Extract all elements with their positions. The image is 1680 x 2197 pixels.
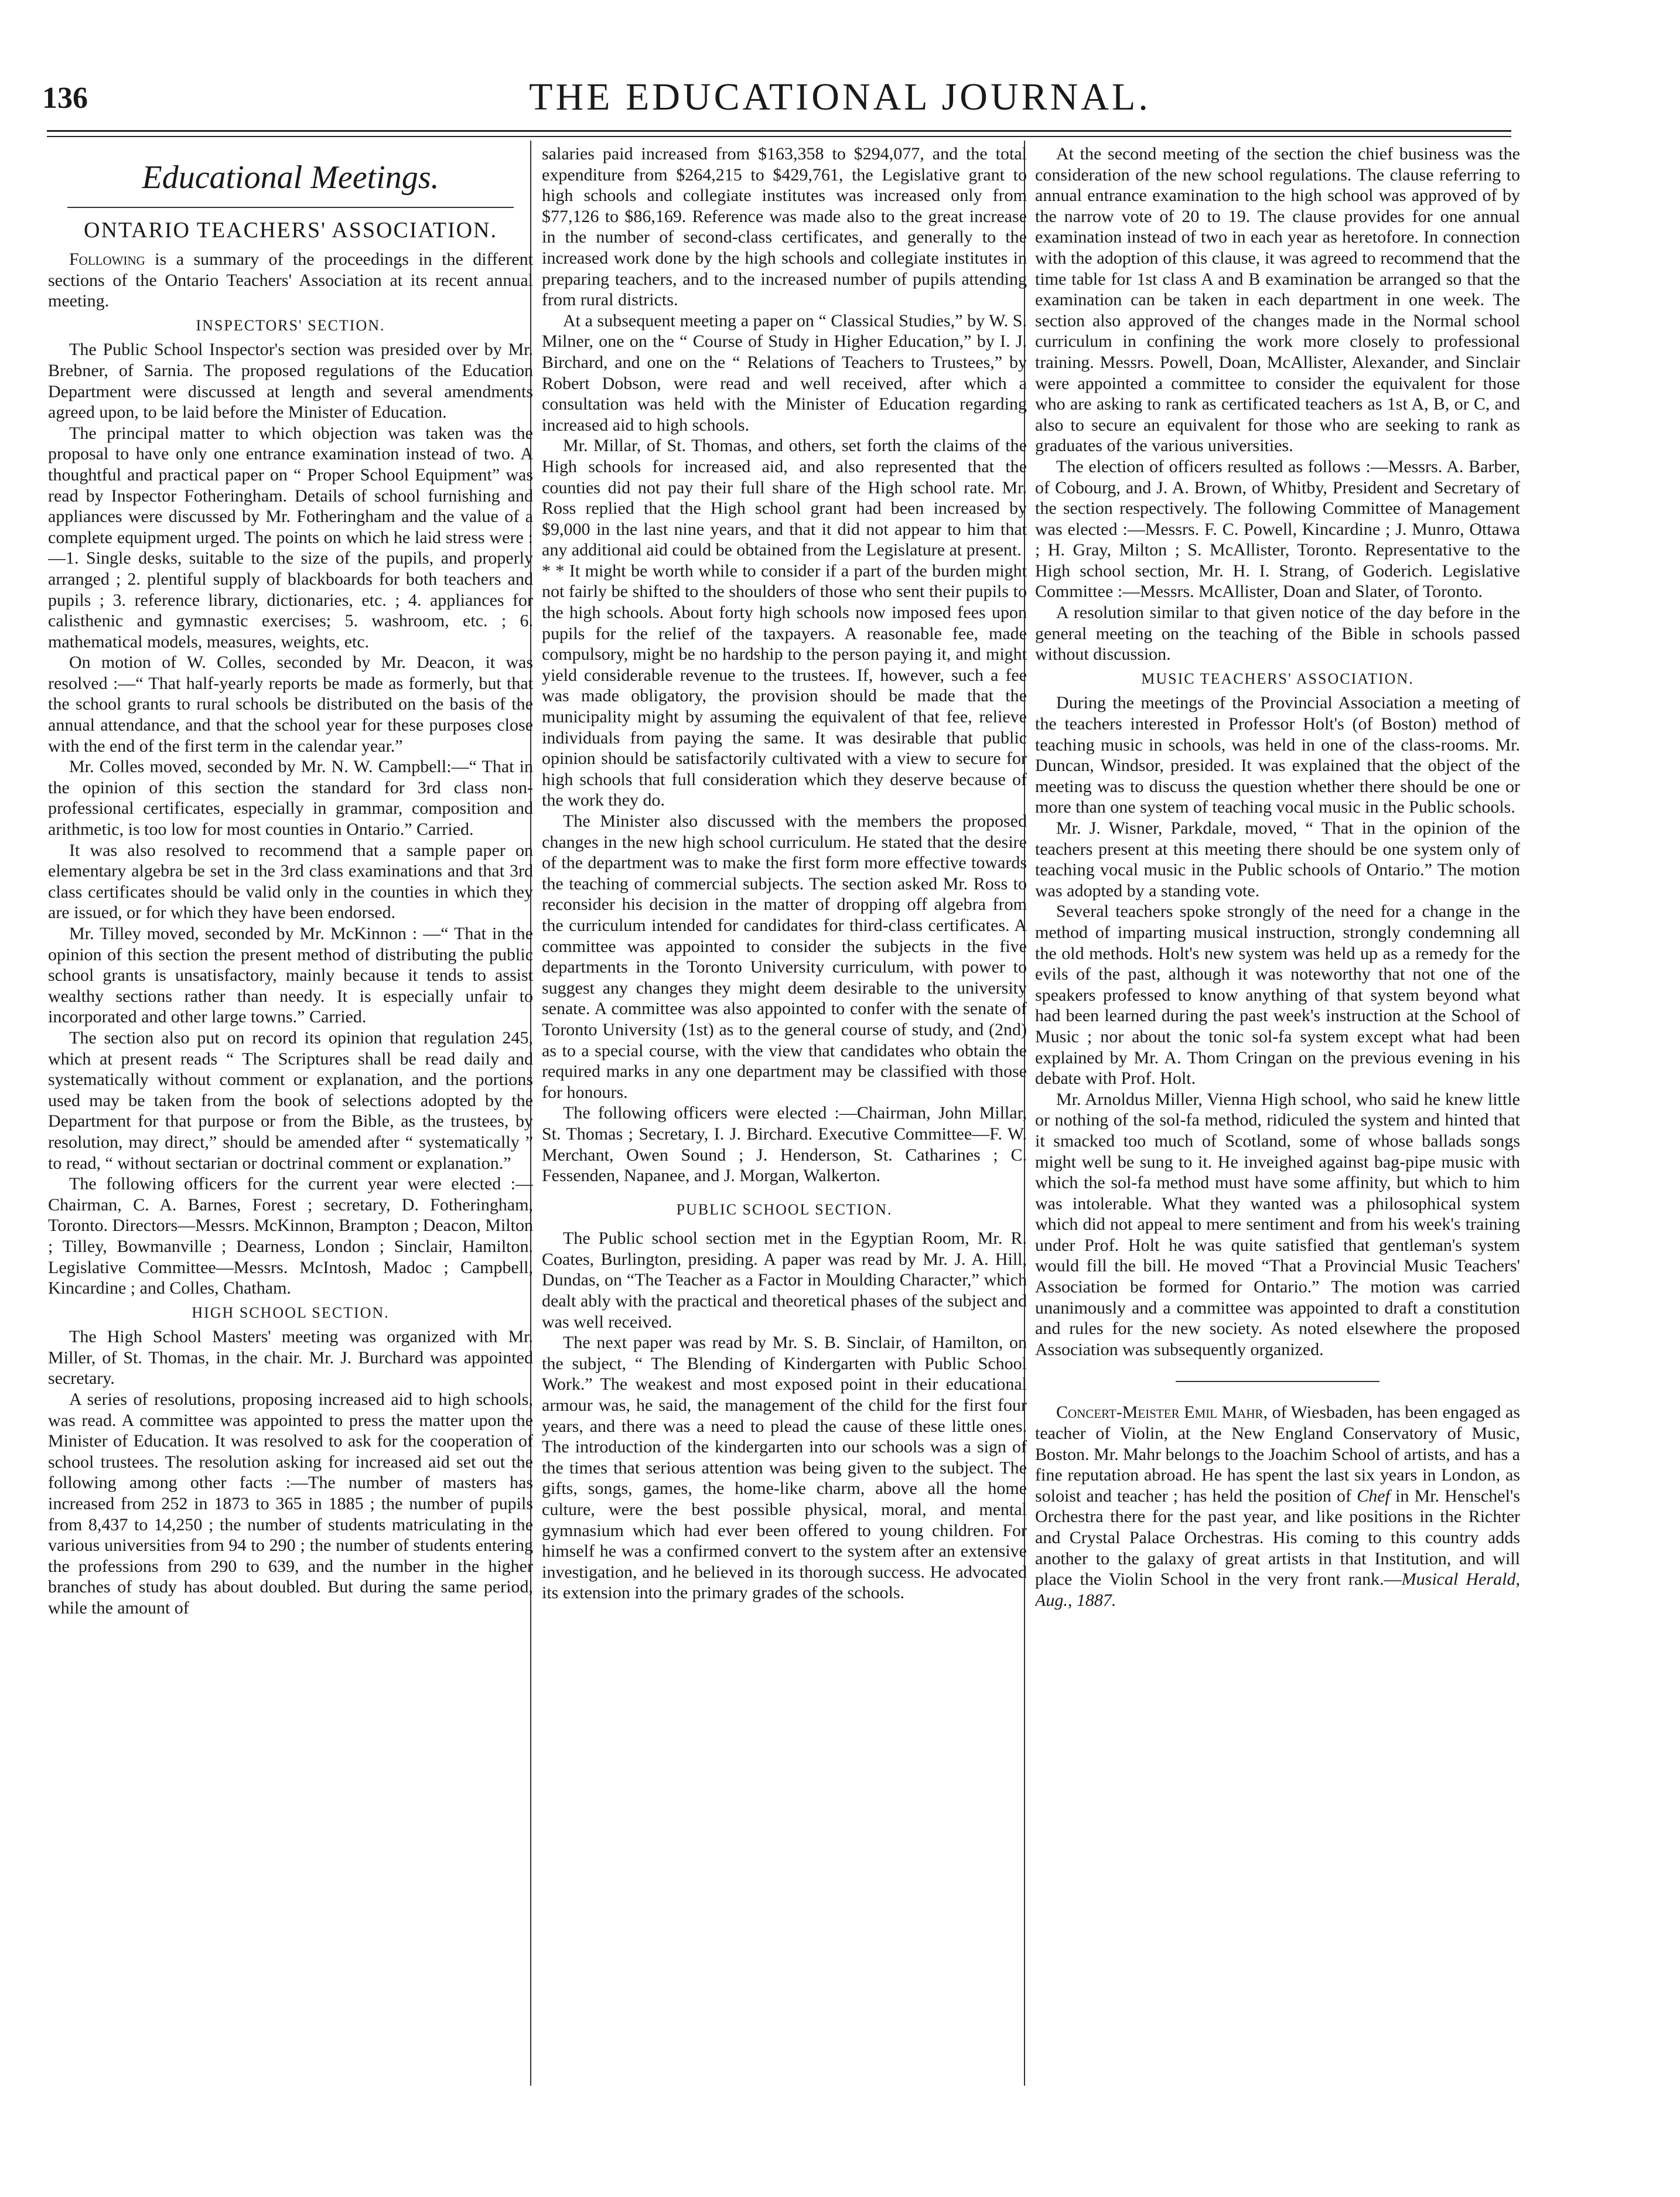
- paragraph: The following officers for the current year were elected :—Chairman, C. A. Barnes, Forest ; secretary, D. Fotheringham, Toronto. Directors—Messrs. McKinnon, Brampton ; Deacon, Milton ; Tilley, Bowmanville ; Dearness, London ; Sinclair, Hamilton. Legislative Committee—Messrs. McIntosh, Madoc ; Campbell, Kincardine ; and Colles, Chatham.: [48, 1174, 533, 1298]
- paragraph: Several teachers spoke strongly of the need for a change in the method of imparting musical instruction, strongly condemning all the old methods. Holt's new system was held up as a remedy for the evils of the past, although it was noteworthy that not one of the speakers professed to know anything of that system beyond what had been learned during the past week's instruction at the School of Music ; nor about the tonic sol-fa system except what had been explained by Mr. A. Thom Cringan on the previous evening in his debate with Prof. Holt.: [1035, 902, 1520, 1089]
- paragraph: Mr. Colles moved, seconded by Mr. N. W. Campbell:—“ That in the opinion of this section the standard for 3rd class non-professional certificates, especially in grammar, composition and arithmetic, is too low for most counties in Ontario.” Carried.: [48, 757, 533, 840]
- subhead-public-school: PUBLIC SCHOOL SECTION.: [676, 1200, 893, 1218]
- paragraph: The next paper was read by Mr. S. B. Sinclair, of Hamilton, on the subject, “ The Blending of Kindergarten with Public School Work.” The weakest and most exposed point in their educational armour was, he said, the management of the child for the first four years, and there was a need to plead the cause of these little ones. The introduction of the kindergarten into our schools was a sign of the times that serious attention was being given to the subject. The gifts, songs, games, the home-like charm, above all the home culture, were the best possible physical, moral, and mental gymnasium which had ever been offered to young children. For himself he was a confirmed convert to the system after an extensive investigation, and he believed in its thorough success. He advocated its extension into the primary grades of the schools.: [542, 1333, 1027, 1603]
- notice-paragraph: [1035, 1402, 1520, 1611]
- paragraph: A resolution similar to that given notice of the day before in the general meeting on the teaching of the Bible in schools passed without discussion.: [1035, 603, 1520, 664]
- paragraph: Mr. Arnoldus Miller, Vienna High school, who said he knew little or nothing of the sol-fa method, ridiculed the system and hinted that it smacked too much of Scotland, some of whose ballads songs might well be sung to it. He inveighed against bag-pipe music with which the sol-fa method must have some affinity, but which to him was intolerable. What they wanted was a philosophical system which did not appeal to mere sentiment and from his week's training under Prof. Holt he was quite satisfied that gentleman's system would fill the bill. He moved “That a Provincial Music Teachers' Association be formed for Ontario.” The motion was carried unanimously and a committee was appointed to draft a constitution and rules for the new society. As noted elsewhere the proposed Association was subsequently organized.: [1035, 1089, 1520, 1359]
- intro-paragraph: [48, 249, 533, 312]
- paragraph: The Public School Inspector's section was presided over by Mr. Brebner, of Sarnia. The proposed regulations of the Education Department were discussed at length and several amendments agreed upon, to be laid before the Minister of Education.: [48, 340, 533, 422]
- section-title: Educational Meetings.: [142, 159, 439, 196]
- title-rule: [67, 207, 514, 208]
- subhead-music: MUSIC TEACHERS' ASSOCIATION.: [1141, 670, 1414, 687]
- paragraph: The High School Masters' meeting was organized with Mr. Miller, of St. Thomas, in the chair. Mr. J. Burchard was appointed secretary.: [48, 1327, 533, 1389]
- paragraph: The section also put on record its opinion that regulation 245, which at present reads “ The Scriptures shall be read daily and systematically without comment or explanation, and the portions used may be taken from the book of selections adopted by the Department for that purpose or from the Bible, as the trustees, by resolution, may direct,” should be amended after “ systematically ” to read, “ without sectarian or doctrinal comment or explanation.”: [48, 1028, 533, 1173]
- paragraph: A series of resolutions, proposing increased aid to high schools, was read. A committee was appointed to press the matter upon the Minister of Education. It was resolved to ask for the cooperation of school trustees. The resolution asking for increased aid set out the following among other facts :—The number of masters has increased from 252 in 1873 to 365 in 1885 ; the number of pupils from 8,437 to 14,250 ; the number of students matriculating in the various universities from 94 to 290 ; the number of students entering the professions from 290 to 639, and the number in the higher branches of study has about doubled. But during the same period, while the amount of: [48, 1390, 533, 1618]
- separator-rule: [1176, 1381, 1379, 1382]
- subhead-high-school: HIGH SCHOOL SECTION.: [192, 1304, 390, 1321]
- paragraph: The following officers were elected :—Chairman, John Millar, St. Thomas ; Secretary, I. J. Birchard. Executive Committee—F. W. Merchant, Owen Sound ; J. Henderson, St. Catharines ; C. Fessenden, Napanee, and J. Morgan, Walkerton.: [542, 1103, 1027, 1186]
- paragraph: At the second meeting of the section the chief business was the consideration of the new school regulations. The clause referring to annual entrance examination to the high school was approved of by the narrow vote of 20 to 19. The clause provides for one annual examination instead of two in each year as heretofore. In connection with the adoption of this clause, it was agreed to recommend that the time table for 1st class A and B examination be arranged so that the examination can be taken in each department in one week. The section also approved of the changes made in the Normal school curriculum in confining the work more closely to professional training. Messrs. Powell, Doan, McAllister, Alexander, and Sinclair were appointed a committee to consider the equivalent for those who are asking to rank as certificated teachers as 1st A, B, or C, and also to secure an equivalent for those who are seeking to rank as graduates of the various universities.: [1035, 144, 1520, 456]
- subhead-inspectors: INSPECTORS' SECTION.: [196, 316, 385, 334]
- page-number: 136: [42, 81, 88, 115]
- paragraph: Mr. Tilley moved, seconded by Mr. McKinnon : —“ That in the opinion of this section the present method of distributing the public school grants is unsatisfactory, mainly because it tends to assist wealthy sections rather than needy. It is especially unfair to incorporated and other large towns.” Carried.: [48, 924, 533, 1027]
- intro-text: is a summary of the proceedings in the different sections of the Ontario Teachers' Association at its recent annual meeting.: [48, 250, 533, 311]
- header-double-rule: [47, 130, 1511, 137]
- paragraph: On motion of W. Colles, seconded by Mr. Deacon, it was resolved :—“ That half-yearly reports be made as formerly, but that the school grants to rural schools be distributed on the basis of the annual attendance, and that the school year for these purposes close with the end of the first term in the calendar year.”: [48, 653, 533, 756]
- paragraph: * * It might be worth while to consider if a part of the burden might not fairly be shifted to the shoulders of those who sent their pupils to the high schools. About forty high schools now imposed fees upon pupils for the relief of the taxpayers. A reasonable fee, made compulsory, might be no hardship to the person paying it, and might yield considerable revenue to the trustees. If, however, such a fee was made obligatory, the provision should be made that the municipality might by assuming the equivalent of that fee, relieve individuals from paying the same. It was desirable that public opinion should be satisfactorily cultivated with a view to secure for high schools that full consideration which they deserve because of the work they do.: [542, 561, 1027, 810]
- notice-lead: Concert-Meister Emil Mahr,: [1056, 1403, 1268, 1422]
- paragraph: salaries paid increased from $163,358 to $294,077, and the total expenditure from $264,215 to $429,761, the Legislative grant to high schools and collegiate institutes was increased only from $77,126 to $86,169. Reference was made also to the great increase in the number of second-class certificates, and generally to the increased work done by the high schools and collegiate institutes in preparing teachers, and to the increased number of pupils attending from rural districts.: [542, 144, 1027, 310]
- paragraph: The Minister also discussed with the members the proposed changes in the new high school curriculum. He stated that the desire of the department was to make the first form more effective towards the teaching of commercial subjects. The section asked Mr. Ross to reconsider his decision in the matter of dropping off algebra from the curriculum intended for candidates for third-class certificates. A committee was appointed to consider the subjects in the five departments in the Toronto University curriculum, with power to suggest any changes they might deem desirable to the university senate. A committee was also appointed to confer with the senate of Toronto University (1st) as to the general course of study, and (2nd) as to a special course, with the view that candidates who obtain the required marks in any one department may be classified with those for honours.: [542, 811, 1027, 1102]
- association-title: ONTARIO TEACHERS' ASSOCIATION.: [84, 218, 497, 243]
- column-2: [542, 144, 1027, 2083]
- notice-chef: Chef: [1357, 1486, 1390, 1506]
- notice-text-cont: in Mr. Henschel's Orchestra there for the past year, and like positions in the Richter and Crystal Palace Orchestras. His coming to this country adds another to the galaxy of great artists in that Institution, and will place the Violin School in the very front rank.—: [1035, 1486, 1520, 1589]
- paragraph: The election of officers resulted as follows :—Messrs. A. Barber, of Cobourg, and J. A. Brown, of Whitby, President and Secretary of the section respectively. The following Committee of Management was elected :—Messrs. F. C. Powell, Kincardine ; J. Munro, Ottawa ; H. Gray, Milton ; S. McAllister, Toronto. Representative to the High school section, Mr. H. I. Strang, of Goderich. Legislative Committee :—Messrs. McAllister, Doan and Slater, of Toronto.: [1035, 456, 1520, 602]
- intro-lead-word: Following: [69, 250, 145, 269]
- paragraph: Mr. J. Wisner, Parkdale, moved, “ That in the opinion of the teachers present at this meeting there should be one system only of teaching vocal music in the Public schools of Ontario.” The motion was adopted by a standing vote.: [1035, 818, 1520, 900]
- paragraph: It was also resolved to recommend that a sample paper on elementary algebra be set in the 3rd class examinations and that 3rd class certificates should be valid only in the counties in which they are issued, or for which they have been endorsed.: [48, 840, 533, 923]
- paragraph: Mr. Millar, of St. Thomas, and others, set forth the claims of the High schools for increased aid, and also represented that the counties did not pay their full share of the High school rate. Mr. Ross replied that the High school grant had been increased by $9,000 in the last nine years, and that it did not appear to him that any additional aid could be obtained from the Legislature at present.: [542, 436, 1027, 560]
- paragraph: The principal matter to which objection was taken was the proposal to have only one entrance examination instead of two. A thoughtful and practical paper on “ Proper School Equipment” was read by Inspector Fotheringham. Details of school furnishing and appliances were discussed by Mr. Fotheringham and the value of a complete equipment urged. The points on which he laid stress were :—1. Single desks, suitable to the size of the pupils, and properly arranged ; 2. plentiful supply of blackboards for both teachers and pupils ; 3. reference library, dictionaries, etc. ; 4. appliances for calisthenic and gymnastic exercises; 5. washroom, etc. ; 6. mathematical models, measures, weights, etc.: [48, 423, 533, 651]
- notice-text: of Wiesbaden, has been engaged as teacher of Violin, at the New England Conservatory of Music, Boston. Mr. Mahr belongs to the Joachim School of artists, and has a fine reputation abroad. He has spent the last six years in London, as soloist and teacher ; has held the position of: [1035, 1403, 1520, 1506]
- paragraph: At a subsequent meeting a paper on “ Classical Studies,” by W. S. Milner, one on the “ Course of Study in Higher Education,” by I. J. Birchard, and one on the “ Relations of Teachers to Trustees,” by Robert Dobson, were read and well received, after which a consultation was held with the Minister of Education regarding increased aid to high schools.: [542, 311, 1027, 435]
- running-title: THE EDUCATIONAL JOURNAL.: [529, 76, 1151, 118]
- column-1: [48, 144, 533, 2083]
- column-3: [1035, 144, 1520, 2083]
- paragraph: The Public school section met in the Egyptian Room, Mr. R. Coates, Burlington, presiding. A paper was read by Mr. J. A. Hill, Dundas, on “The Teacher as a Factor in Moulding Character,” which dealt ably with the practical and theoretical phases of the subject and was well received.: [542, 1229, 1027, 1332]
- notice-source: Musical Herald, Aug., 1887.: [1035, 1570, 1520, 1610]
- paragraph: During the meetings of the Provincial Association a meeting of the teachers interested in Professor Holt's (of Boston) method of teaching music in schools, was held in one of the class-rooms. Mr. Duncan, Windsor, presided. It was explained that the object of the meeting was to discuss the question whether there should be one or more than one system of teaching vocal music in the Public schools.: [1035, 693, 1520, 817]
